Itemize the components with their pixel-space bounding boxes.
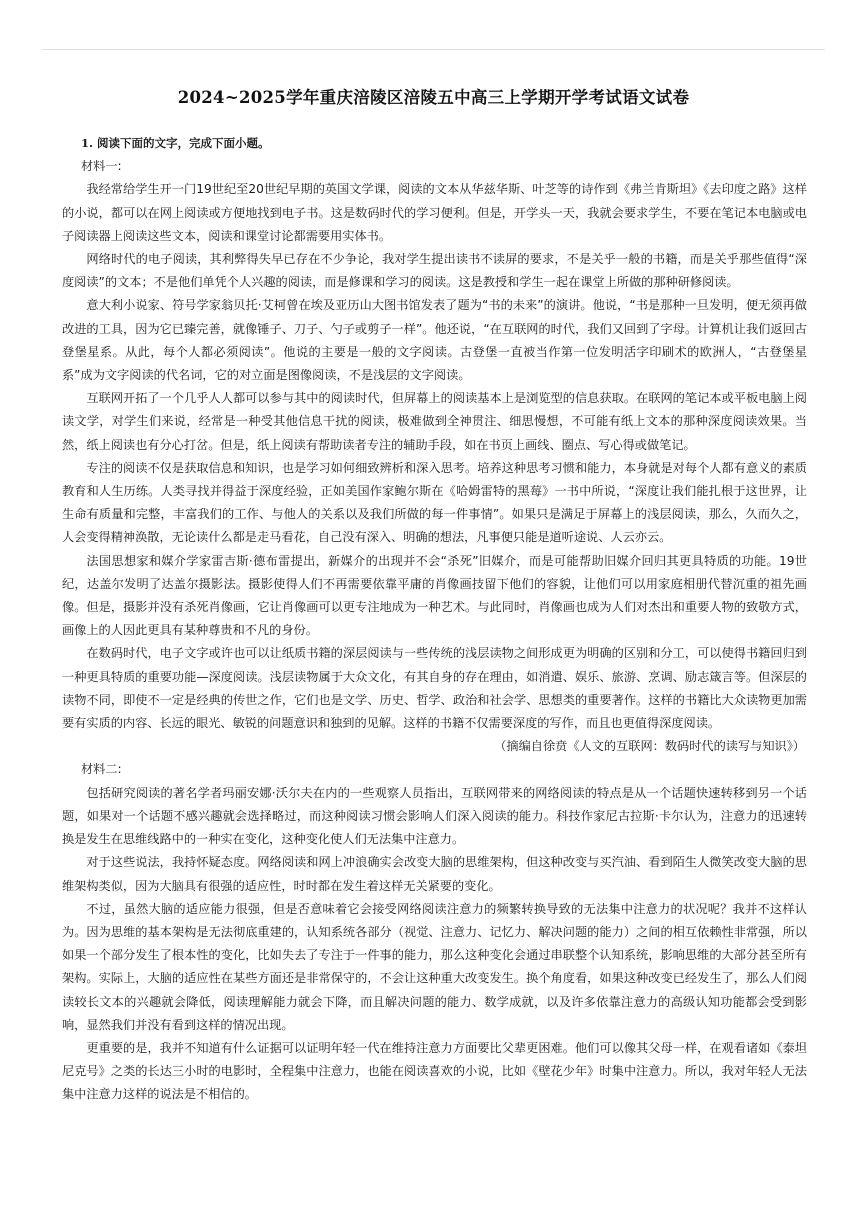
material-one-label: 材料一: [81,159,122,174]
material-two-body [62,782,807,1107]
paragraph: 对于这些说法，我持怀疑态度。网络阅读和网上冲浪确实会改变大脑的思维架构，但这种改变与买汽油、看到陌生人微笑改变大脑的思维架构类似，因为大脑具有很强的适应性，时时都在发生着这样无关紧要的变化。 [62,855,807,893]
page-title: 2024~2025学年重庆涪陵区涪陵五中高三上学期开学考试语文试卷 [177,88,690,107]
paragraph: 网络时代的电子阅读，其利弊得失早已存在不少争论，我对学生提出读书不读屏的要求，不是关乎一般的书籍，而是关乎那些值得“深度阅读”的文本；不是他们单凭个人兴趣的阅读，而是修课和学习的阅读。这是教授和学生一起在课堂上所做的那种研修阅读。 [62,252,807,290]
paragraph: 包括研究阅读的著名学者玛丽安娜·沃尔夫在内的一些观察人员指出，互联网带来的网络阅读的特点是从一个话题快速转移到另一个话题，如果对一个话题不感兴趣就会选择略过，而这种阅读习惯会影响人们深入阅读的能力。科技作家尼古拉斯·卡尔认为，注意力的迅速转换是发生在思维线路中的一种实在变化，这种变化使人们无法集中注意力。 [62,785,807,847]
header-divider [42,49,825,50]
paragraph: 互联网开拓了一个几乎人人都可以参与其中的阅读时代，但屏幕上的阅读基本上是浏览型的信息获取。在联网的笔记本或平板电脑上阅读文学，对学生们来说，经常是一种受其他信息干扰的阅读，极难做到全神贯注、细思慢想，不可能有纸上文本的那种深度阅读效果。当然，纸上阅读也有分心打岔。但是，纸上阅读有帮助读者专注的辅助手段，如在书页上画线、圈点、写心得或做笔记。 [62,391,807,452]
material-one-source: （摘编自徐贲《人文的互联网：数码时代的读写与知识》） [494,739,805,754]
paragraph: 更重要的是，我并不知道有什么证据可以证明年轻一代在维持注意力方面要比父辈更困难。他们可以像其父母一样，在观看诸如《泰坦尼克号》之类的长达三小时的电影时，全程集中注意力，也能在阅读喜欢的小说，比如《壁花少年》时集中注意力。所以，我对年轻人无法集中注意力这样的说法是不相信的。 [62,1040,807,1102]
paragraph: 我经常给学生开一门19世纪至20世纪早期的英国文学课，阅读的文本从华兹华斯、叶芝等的诗作到《弗兰肯斯坦》《去印度之路》这样的小说，都可以在网上阅读或方便地找到电子书。这是数码时代的学习便利。但是，开学头一天，我就会要求学生，不要在笔记本电脑或电子阅读器上阅读这些文本，阅读和课堂讨论都需要用实体书。 [62,182,807,243]
question-prompt: 1. 阅读下面的文字，完成下面小题。 [81,136,270,150]
paragraph: 意大利小说家、符号学家翁贝托·艾柯曾在埃及亚历山大图书馆发表了题为“书的未来”的演讲。他说，“书是那种一旦发明，便无须再做改进的工具，因为它已臻完善，就像锤子、刀子、勺子或剪子一样”。他还说，“在互联网的时代，我们又回到了字母。计算机让我们返回古登堡星系。从此，每个人都必须阅读”。他说的主要是一般的文字阅读。古登堡一直被当作第一位发明活字印刷术的欧洲人，“古登堡星系”成为文字阅读的代名词，它的对立面是图像阅读，不是浅层的文字阅读。 [62,298,807,383]
paragraph: 专注的阅读不仅是获取信息和知识，也是学习如何细致辨析和深入思考。培养这种思考习惯和能力，本身就是对每个人都有意义的素质教育和人生历练。人类寻找并得益于深度经验，正如美国作家鲍尔斯在《哈姆雷特的黑莓》一书中所说，“深度让我们能扎根于这世界，让生命有质量和完整，丰富我们的工作、与他人的关系以及我们所做的每一件事情”。如果只是满足于屏幕上的浅层阅读，那么，久而久之，人会变得精神涣散，无论读什么都是走马看花，自己没有深入、明确的想法，凡事便只能是道听途说、人云亦云。 [62,460,807,545]
material-one-body [62,178,807,735]
paragraph: 在数码时代，电子文字或许也可以让纸质书籍的深层阅读与一些传统的浅层读物之间形成更为明确的区别和分工，可以使得书籍回归到一种更具特质的重要功能—深度阅读。浅层读物属于大众文化，有其自身的存在理由，如消遣、娱乐、旅游、烹调、励志箴言等。但深层的读物不同，即使不一定是经典的传世之作，它们也是文学、历史、哲学、政治和社会学、思想类的重要著作。这样的书籍比大众读物更加需要有实质的内容、长远的眼光、敏锐的问题意识和独到的见解。这样的书籍不仅需要深度的写作，而且也更值得深度阅读。 [62,646,807,731]
paragraph: 不过，虽然大脑的适应能力很强，但是否意味着它会接受网络阅读注意力的频繁转换导致的无法集中注意力的状况呢？我并不这样认为。因为思维的基本架构是无法彻底重建的，认知系统各部分（视觉、注意力、记忆力、解决问题的能力）之间的相互依赖性非常强，所以如果一个部分发生了根本性的变化，比如失去了专注于一件事的能力，那么这种变化会通过串联整个认知系统，影响思维的大部分甚至所有架构。实际上，大脑的适应性在某些方面还是非常保守的，不会让这种重大改变发生。换个角度看，如果这种改变已经发生了，那么人们阅读较长文本的兴趣就会降低，阅读理解能力就会下降，而且解决问题的能力、数学成就，以及许多依靠注意力的高级认知功能都会受到影响，显然我们并没有看到这样的情况出现。 [62,901,807,1032]
material-two-label: 材料二: [81,762,122,777]
exam-content [62,132,807,1107]
paragraph: 法国思想家和媒介学家雷吉斯·德布雷提出，新媒介的出现并不会“杀死”旧媒介，而是可能帮助旧媒介回归其更具特质的功能。19世纪，达盖尔发明了达盖尔摄影法。摄影使得人们不再需要依靠平庸的肖像画技留下他们的容貌，让他们可以用家庭相册代替沉重的祖先画像。但是，摄影并没有杀死肖像画，它让肖像画可以更专注地成为一种艺术。与此同时，肖像画也成为人们对杰出和重要人物的致敬方式，画像上的人因此更具有某种尊贵和不凡的身份。 [62,553,807,638]
